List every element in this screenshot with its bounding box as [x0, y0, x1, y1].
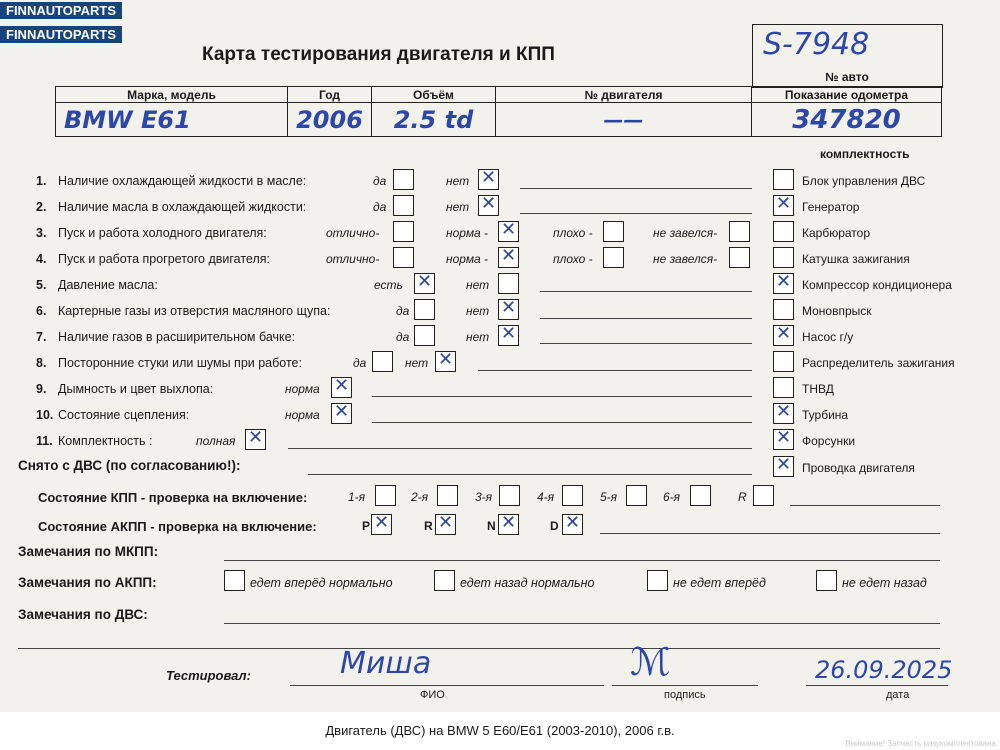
gear-3-label: 3-я: [475, 490, 493, 504]
kit-carburetor-label: Карбюратор: [802, 226, 871, 240]
kit-ignition-coil-label: Катушка зажигания: [802, 252, 910, 266]
q2-yes-checkbox[interactable]: [393, 195, 414, 216]
q2-option-no-label: нет: [446, 200, 470, 214]
question-11: 11. Комплектность :: [36, 434, 153, 448]
kit-turbo-checkbox[interactable]: [773, 403, 794, 424]
q4-option-normal-label: норма -: [446, 252, 489, 266]
akpp-p-checkbox[interactable]: [371, 514, 392, 535]
gear-r-label: R: [738, 490, 747, 504]
gear-r-checkbox[interactable]: [753, 485, 774, 506]
q9-option-normal-label: норма: [285, 382, 320, 396]
q3-excellent-checkbox[interactable]: [393, 221, 414, 242]
auto-number-label: № авто: [825, 70, 869, 84]
akpp-forward-ok-label: едет вперёд нормально: [250, 576, 393, 590]
gear-1-checkbox[interactable]: [375, 485, 396, 506]
q6-yes-checkbox[interactable]: [414, 299, 435, 320]
question-8: 8. Посторонние стуки или шумы при работе:: [36, 356, 302, 370]
tester-signature: ℳ: [630, 640, 671, 684]
kit-distributor-label: Распределитель зажигания: [802, 356, 955, 370]
header-col-volume: Объём: [372, 87, 496, 103]
brand-logo: FINNAUTOPARTS: [0, 26, 122, 43]
volume-value: 2.5 td: [372, 103, 496, 137]
kit-turbo-label: Турбина: [802, 408, 849, 422]
akpp-no-backward-label: не едет назад: [842, 576, 927, 590]
akpp-no-forward-checkbox[interactable]: [647, 570, 668, 591]
removed-parts-line: [308, 474, 752, 475]
gear-2-label: 2-я: [411, 490, 429, 504]
card-title: Карта тестирования двигателя и КПП: [202, 44, 555, 65]
q5-comment-line: [540, 291, 752, 292]
q5-option-yes-label: есть: [374, 278, 403, 292]
kit-distributor-checkbox[interactable]: [773, 351, 794, 372]
header-col-engine-number: № двигателя: [496, 87, 752, 103]
date-line: [806, 685, 948, 686]
akpp-n-checkbox[interactable]: [498, 514, 519, 535]
q1-option-yes-label: да: [373, 174, 387, 188]
q11-full-checkbox[interactable]: [245, 429, 266, 450]
fio-caption: ФИО: [420, 689, 445, 701]
question-1: 1. Наличие охлаждающей жидкости в масле:: [36, 174, 307, 188]
removed-parts-label: Снято с ДВС (по согласованию!):: [18, 458, 241, 473]
remarks-dvs-line-2: [18, 648, 940, 649]
q8-option-yes-label: да: [353, 356, 367, 370]
akpp-backward-ok-label: едет назад нормально: [460, 576, 595, 590]
gear-6-label: 6-я: [663, 490, 681, 504]
kit-ignition-coil-checkbox[interactable]: [773, 247, 794, 268]
q3-option-no-start-label: не завелся-: [653, 226, 718, 240]
q4-normal-checkbox[interactable]: [498, 247, 519, 268]
q3-no-start-checkbox[interactable]: [729, 221, 750, 242]
header-col-year: Год: [288, 87, 372, 103]
q3-option-normal-label: норма -: [446, 226, 489, 240]
kit-ac-compressor-label: Компрессор кондиционера: [802, 278, 952, 292]
q2-no-checkbox[interactable]: [478, 195, 499, 216]
date-caption: дата: [886, 689, 910, 701]
q7-yes-checkbox[interactable]: [414, 325, 435, 346]
akpp-r-label: R: [424, 519, 433, 533]
akpp-backward-ok-checkbox[interactable]: [434, 570, 455, 591]
gear-2-checkbox[interactable]: [437, 485, 458, 506]
year-value: 2006: [288, 103, 372, 137]
akpp-d-checkbox[interactable]: [562, 514, 583, 535]
kit-engine-wiring-checkbox[interactable]: [773, 456, 794, 477]
gearbox-auto-label: Состояние АКПП - проверка на включение:: [38, 519, 317, 534]
q6-option-yes-label: да: [396, 304, 410, 318]
remarks-mkpp-line: [224, 560, 940, 561]
question-6: 6. Картерные газы из отверстия масляного щупа:: [36, 304, 331, 318]
kit-power-steering-pump-checkbox[interactable]: [773, 325, 794, 346]
engine-number-value: ——: [496, 103, 752, 137]
gear-1-label: 1-я: [348, 490, 366, 504]
q8-no-checkbox[interactable]: [435, 351, 456, 372]
q4-option-bad-label: плохо -: [553, 252, 593, 266]
header-col-model: Марка, модель: [56, 87, 288, 103]
q5-yes-checkbox[interactable]: [414, 273, 435, 294]
q4-bad-checkbox[interactable]: [603, 247, 624, 268]
signature-caption: подпись: [664, 689, 706, 701]
kit-ac-compressor-checkbox[interactable]: [773, 273, 794, 294]
gearbox-manual-line: [790, 505, 940, 506]
akpp-no-backward-checkbox[interactable]: [816, 570, 837, 591]
name-line: [290, 685, 604, 686]
q10-option-normal-label: норма: [285, 408, 320, 422]
header-col-odometer: Показание одометра: [752, 87, 942, 103]
q1-comment-line: [520, 188, 752, 189]
q11-option-full-label: полная: [196, 434, 236, 448]
brand-logo: FINNAUTOPARTS: [0, 2, 122, 19]
kit-mono-injection-label: Моновпрыск: [802, 304, 872, 318]
gear-3-checkbox[interactable]: [499, 485, 520, 506]
gear-6-checkbox[interactable]: [690, 485, 711, 506]
kit-ecu-label: Блок управления ДВС: [802, 174, 926, 188]
question-2: 2. Наличие масла в охлаждающей жидкости:: [36, 200, 307, 214]
gearbox-auto-line: [600, 533, 940, 534]
q2-comment-line: [520, 213, 752, 214]
q2-option-yes-label: да: [373, 200, 387, 214]
kit-injection-pump-label: ТНВД: [802, 382, 834, 396]
q4-no-start-checkbox[interactable]: [729, 247, 750, 268]
question-4: 4. Пуск и работа прогретого двигателя:: [36, 252, 270, 266]
remarks-dvs-label: Замечания по ДВС:: [18, 607, 148, 622]
gear-4-label: 4-я: [537, 490, 555, 504]
kit-heading: комплектность: [820, 147, 910, 161]
auto-number-value: S-7948: [763, 27, 870, 62]
q4-excellent-checkbox[interactable]: [393, 247, 414, 268]
q10-normal-checkbox[interactable]: [331, 403, 352, 424]
gear-5-checkbox[interactable]: [626, 485, 647, 506]
remarks-dvs-line: [224, 623, 940, 624]
kit-carburetor-checkbox[interactable]: [773, 221, 794, 242]
auto-number-box: [752, 24, 943, 88]
akpp-r-checkbox[interactable]: [435, 514, 456, 535]
odometer-value: 347820: [752, 103, 942, 137]
question-10: 10. Состояние сцепления:: [36, 408, 190, 422]
q8-comment-line: [478, 370, 752, 371]
q4-option-excellent-label: отлично-: [326, 252, 380, 266]
gearbox-manual-label: Состояние КПП - проверка на включение:: [38, 490, 308, 505]
vehicle-info-table: [55, 86, 942, 137]
q6-no-checkbox[interactable]: [498, 299, 519, 320]
akpp-p-label: P: [362, 519, 371, 533]
q9-comment-line: [372, 396, 752, 397]
test-date: 26.09.2025: [815, 656, 953, 684]
q1-option-no-label: нет: [446, 174, 470, 188]
question-7: 7. Наличие газов в расширительном бачке:: [36, 330, 296, 344]
q9-normal-checkbox[interactable]: [331, 377, 352, 398]
q4-option-no-start-label: не завелся-: [653, 252, 718, 266]
q6-option-no-label: нет: [466, 304, 490, 318]
kit-injectors-checkbox[interactable]: [773, 429, 794, 450]
q11-comment-line: [288, 448, 752, 449]
gear-5-label: 5-я: [600, 490, 618, 504]
q1-yes-checkbox[interactable]: [393, 169, 414, 190]
q6-comment-line: [540, 318, 752, 319]
q5-no-checkbox[interactable]: [498, 273, 519, 294]
model-value: BMW E61: [56, 103, 288, 137]
kit-engine-wiring-label: Проводка двигателя: [802, 461, 915, 475]
q3-bad-checkbox[interactable]: [603, 221, 624, 242]
signature-line: [612, 685, 758, 686]
akpp-no-forward-label: не едет вперёд: [673, 576, 766, 590]
kit-injectors-label: Форсунки: [802, 434, 856, 448]
kit-injection-pump-checkbox[interactable]: [773, 377, 794, 398]
kit-alternator-label: Генератор: [802, 200, 860, 214]
q3-option-excellent-label: отлично-: [326, 226, 380, 240]
q8-yes-checkbox[interactable]: [372, 351, 393, 372]
akpp-n-label: N: [487, 519, 496, 533]
q1-no-checkbox[interactable]: [478, 169, 499, 190]
question-5: 5. Давление масла:: [36, 278, 158, 292]
q3-option-bad-label: плохо -: [553, 226, 593, 240]
tested-by-label: Тестировал:: [166, 668, 251, 683]
akpp-d-label: D: [550, 519, 559, 533]
question-9: 9. Дымность и цвет выхлопа:: [36, 382, 214, 396]
q7-no-checkbox[interactable]: [498, 325, 519, 346]
q3-normal-checkbox[interactable]: [498, 221, 519, 242]
akpp-forward-ok-checkbox[interactable]: [224, 570, 245, 591]
remarks-akpp-label: Замечания по АКПП:: [18, 575, 157, 590]
q10-comment-line: [372, 422, 752, 423]
tester-name: Миша: [340, 646, 432, 681]
question-3: 3. Пуск и работа холодного двигателя:: [36, 226, 267, 240]
q7-option-no-label: нет: [466, 330, 490, 344]
remarks-mkpp-label: Замечания по МКПП:: [18, 544, 159, 559]
gear-4-checkbox[interactable]: [562, 485, 583, 506]
q5-option-no-label: нет: [466, 278, 490, 292]
watermark: Внимание! Запчасть разукомплектована: [845, 739, 996, 748]
kit-power-steering-pump-label: Насос г/у: [802, 330, 854, 344]
q8-option-no-label: нет: [405, 356, 429, 370]
kit-alternator-checkbox[interactable]: [773, 195, 794, 216]
q7-option-yes-label: да: [396, 330, 410, 344]
q7-comment-line: [540, 343, 752, 344]
kit-ecu-checkbox[interactable]: [773, 169, 794, 190]
image-caption: Двигатель (ДВС) на BMW 5 E60/E61 (2003-2010), 2006 г.в.: [0, 712, 1000, 750]
kit-mono-injection-checkbox[interactable]: [773, 299, 794, 320]
